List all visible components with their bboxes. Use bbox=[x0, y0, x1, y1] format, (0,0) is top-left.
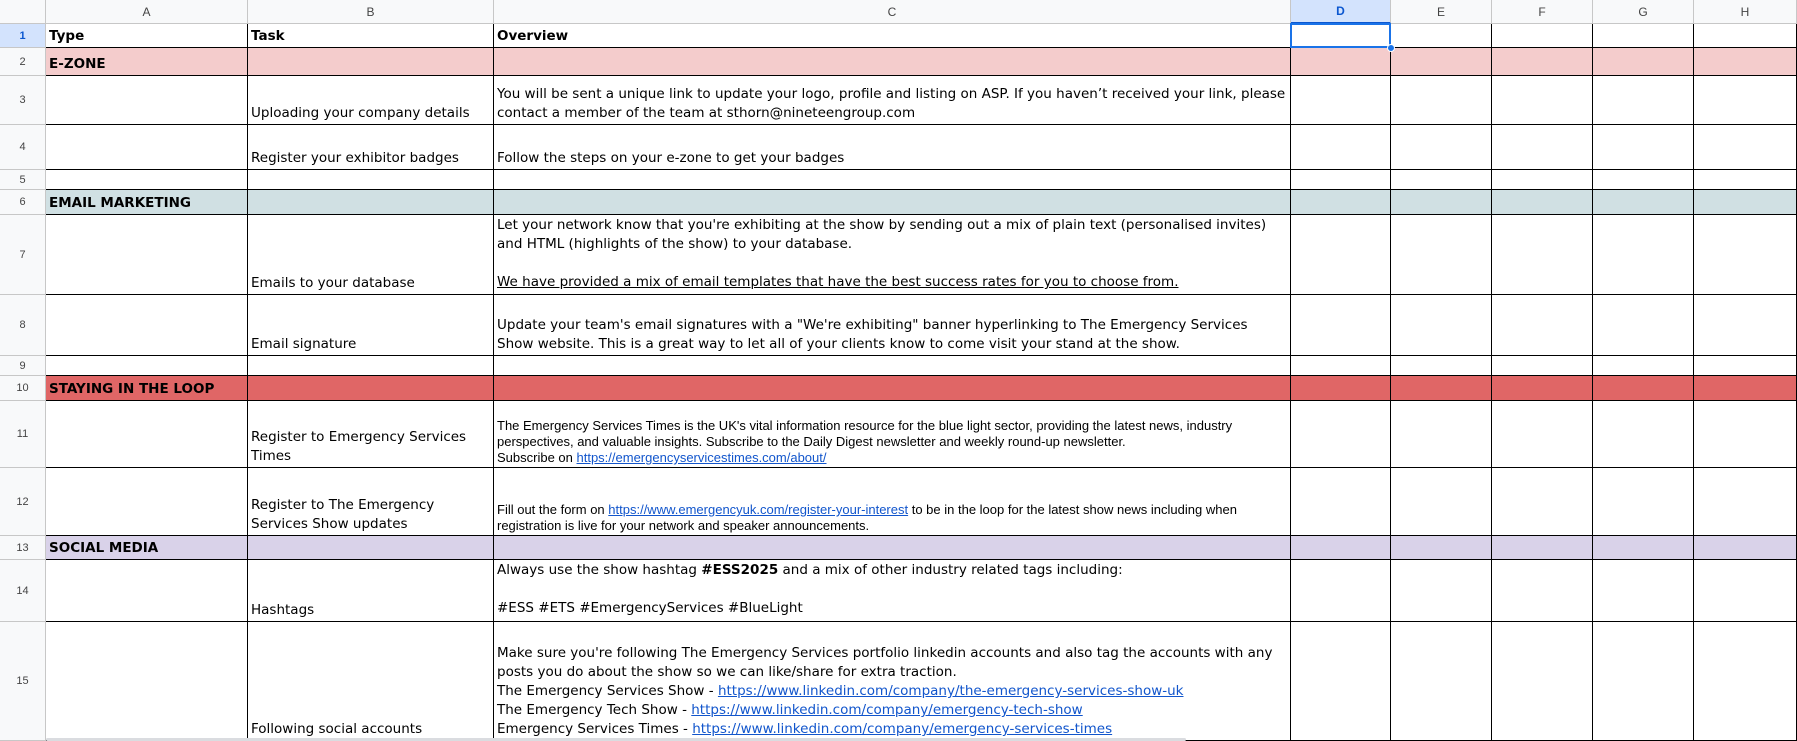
cell-H6[interactable] bbox=[1694, 190, 1797, 215]
task-header: Task bbox=[251, 28, 285, 44]
type-header: Type bbox=[49, 28, 85, 44]
cell-H7[interactable] bbox=[1694, 215, 1797, 295]
cell-A2[interactable] bbox=[46, 48, 248, 76]
cell-E5[interactable] bbox=[1391, 170, 1492, 190]
section-loop-title: STAYING IN THE LOOP bbox=[49, 381, 215, 397]
cell-F7[interactable] bbox=[1492, 215, 1593, 295]
column-header-c[interactable]: C bbox=[494, 0, 1291, 24]
cell-E10[interactable] bbox=[1391, 376, 1492, 401]
row-header-13[interactable]: 13 bbox=[0, 536, 46, 560]
cell-F4[interactable] bbox=[1492, 125, 1593, 170]
row-header-4[interactable]: 4 bbox=[0, 125, 46, 170]
overview-following-intro: Make sure you're following The Emergency Services portfolio linkedin accounts and also tag the accounts with any posts you do about the show so we can like/share for extra traction. bbox=[497, 645, 1277, 680]
cell-H15[interactable] bbox=[1694, 622, 1797, 741]
cell-H9[interactable] bbox=[1694, 356, 1797, 376]
row-header-7[interactable]: 7 bbox=[0, 215, 46, 295]
cell-C8[interactable] bbox=[494, 295, 1291, 356]
cell-F3[interactable] bbox=[1492, 76, 1593, 125]
show-updates-prefix: Fill out the form on bbox=[497, 502, 609, 517]
linkedin-label-0: The Emergency Services Show - bbox=[497, 683, 718, 699]
cell-D6[interactable] bbox=[1291, 190, 1391, 215]
section-email-title: EMAIL MARKETING bbox=[49, 195, 192, 211]
cell-D12[interactable] bbox=[1291, 468, 1391, 536]
cell-E1[interactable] bbox=[1391, 24, 1492, 48]
cell-F6[interactable] bbox=[1492, 190, 1593, 215]
cell-E4[interactable] bbox=[1391, 125, 1492, 170]
cell-H8[interactable] bbox=[1694, 295, 1797, 356]
cell-A3[interactable] bbox=[46, 76, 248, 125]
linkedin-label-1: The Emergency Tech Show - bbox=[497, 702, 692, 718]
cell-H3[interactable] bbox=[1694, 76, 1797, 125]
cell-E13[interactable] bbox=[1391, 536, 1492, 560]
cell-A13[interactable] bbox=[46, 536, 248, 560]
cell-F8[interactable] bbox=[1492, 295, 1593, 356]
cell-H1[interactable] bbox=[1694, 24, 1797, 48]
task-hashtags: Hashtags bbox=[251, 602, 315, 618]
cell-B4[interactable] bbox=[248, 125, 494, 170]
cell-B5[interactable] bbox=[248, 170, 494, 190]
section-ezone-title: E-ZONE bbox=[49, 56, 106, 72]
cell-D7[interactable] bbox=[1291, 215, 1391, 295]
cell-F1[interactable] bbox=[1492, 24, 1593, 48]
subscribe-prefix: Subscribe on bbox=[497, 450, 577, 465]
overview-upload-details: You will be sent a unique link to update your logo, profile and listing on ASP. If you haven’t received your link, please contact a member of the team at sthorn@nineteengroup.com bbox=[497, 86, 1290, 121]
cell-E6[interactable] bbox=[1391, 190, 1492, 215]
cell-B14[interactable] bbox=[248, 560, 494, 622]
overview-est-text: The Emergency Services Times is the UK's vital information resource for the blue light sector, providing the latest news, industry perspectives, and valuable insights. Subscribe to the Daily Digest newsletter and weekly round-up newsletter. bbox=[497, 418, 1236, 449]
cell-C9[interactable] bbox=[494, 356, 1291, 376]
cell-D5[interactable] bbox=[1291, 170, 1391, 190]
cell-C3[interactable] bbox=[494, 76, 1291, 125]
cell-B11[interactable] bbox=[248, 401, 494, 468]
cell-B9[interactable] bbox=[248, 356, 494, 376]
row-header-5[interactable]: 5 bbox=[0, 170, 46, 190]
cell-F9[interactable] bbox=[1492, 356, 1593, 376]
cell-G14[interactable] bbox=[1593, 560, 1694, 622]
cell-G13[interactable] bbox=[1593, 536, 1694, 560]
row-header-11[interactable]: 11 bbox=[0, 401, 46, 468]
cell-G11[interactable] bbox=[1593, 401, 1694, 468]
cell-F13[interactable] bbox=[1492, 536, 1593, 560]
overview-register-badges: Follow the steps on your e-zone to get your badges bbox=[497, 150, 845, 166]
cell-H5[interactable] bbox=[1694, 170, 1797, 190]
cell-E8[interactable] bbox=[1391, 295, 1492, 356]
row-header-10[interactable]: 10 bbox=[0, 376, 46, 401]
cell-D9[interactable] bbox=[1291, 356, 1391, 376]
show-updates-suffix: to be in the loop for the latest show news including when registration is live for your network and speaker announcements. bbox=[497, 502, 1241, 533]
overview-emails-gap bbox=[497, 254, 1287, 273]
row-header-12[interactable]: 12 bbox=[0, 468, 46, 536]
cell-D8[interactable] bbox=[1291, 295, 1391, 356]
cell-E15[interactable] bbox=[1391, 622, 1492, 741]
cell-C15[interactable] bbox=[494, 622, 1291, 741]
column-header-h[interactable]: H bbox=[1694, 0, 1797, 24]
cell-B13[interactable] bbox=[248, 536, 494, 560]
cell-D10[interactable] bbox=[1291, 376, 1391, 401]
overview-show-updates bbox=[497, 502, 1287, 534]
cell-H2[interactable] bbox=[1694, 48, 1797, 76]
cell-B8[interactable] bbox=[248, 295, 494, 356]
cell-A1[interactable] bbox=[46, 24, 248, 48]
cell-B12[interactable] bbox=[248, 468, 494, 536]
cell-A14[interactable] bbox=[46, 560, 248, 622]
cell-E3[interactable] bbox=[1391, 76, 1492, 125]
task-email-signature: Email signature bbox=[251, 336, 357, 352]
cell-B2[interactable] bbox=[248, 48, 494, 76]
cell-F2[interactable] bbox=[1492, 48, 1593, 76]
cell-D4[interactable] bbox=[1291, 125, 1391, 170]
task-upload-details: Uploading your company details bbox=[251, 105, 470, 121]
linkedin-line-1 bbox=[497, 701, 1287, 720]
overview-header: Overview bbox=[497, 28, 569, 44]
overview-hashtags-gap bbox=[497, 580, 1287, 599]
column-header-g[interactable]: G bbox=[1593, 0, 1694, 24]
overview-hashtags-line2: #ESS #ETS #EmergencyServices #BlueLight bbox=[497, 600, 803, 616]
cell-G5[interactable] bbox=[1593, 170, 1694, 190]
cell-D15[interactable] bbox=[1291, 622, 1391, 741]
hashtag-ess2025: #ESS2025 bbox=[701, 562, 779, 578]
hashtag-suffix: and a mix of other industry related tags including: bbox=[778, 562, 1123, 578]
cell-G1[interactable] bbox=[1593, 24, 1694, 48]
cell-A6[interactable] bbox=[46, 190, 248, 215]
cell-E11[interactable] bbox=[1391, 401, 1492, 468]
task-emails-database: Emails to your database bbox=[251, 275, 415, 291]
row-header-6[interactable]: 6 bbox=[0, 190, 46, 215]
hashtag-prefix: Always use the show hashtag bbox=[497, 562, 702, 578]
cell-A9[interactable] bbox=[46, 356, 248, 376]
column-header-e[interactable]: E bbox=[1391, 0, 1492, 24]
row-header-9[interactable]: 9 bbox=[0, 356, 46, 376]
cell-G6[interactable] bbox=[1593, 190, 1694, 215]
linkedin-link-1[interactable]: https://www.linkedin.com/company/emergency-tech-show bbox=[691, 702, 1083, 718]
cell-G7[interactable] bbox=[1593, 215, 1694, 295]
section-social-title: SOCIAL MEDIA bbox=[49, 540, 159, 556]
row-header-8[interactable]: 8 bbox=[0, 295, 46, 356]
cell-B3[interactable] bbox=[248, 76, 494, 125]
column-header-a[interactable]: A bbox=[46, 0, 248, 24]
cell-A7[interactable] bbox=[46, 215, 248, 295]
linkedin-line-2 bbox=[497, 720, 1287, 739]
linkedin-link-2[interactable]: https://www.linkedin.com/company/emergency-services-times bbox=[692, 721, 1113, 737]
task-register-est: Register to Emergency Services Times bbox=[251, 429, 471, 464]
cell-B10[interactable] bbox=[248, 376, 494, 401]
row-header-15[interactable]: 15 bbox=[0, 622, 46, 741]
overview-email-signature: Update your team's email signatures with a "We're exhibiting" banner hyperlinking to The Emergency Services Show website. This is a great way to let all of your clients know to come visit your stand at the show. bbox=[497, 317, 1252, 352]
linkedin-link-0[interactable]: https://www.linkedin.com/company/the-emergency-services-show-uk bbox=[717, 683, 1184, 699]
task-following-accounts: Following social accounts bbox=[251, 721, 423, 737]
cell-F10[interactable] bbox=[1492, 376, 1593, 401]
column-header-b[interactable]: B bbox=[248, 0, 494, 24]
cell-G4[interactable] bbox=[1593, 125, 1694, 170]
cell-G9[interactable] bbox=[1593, 356, 1694, 376]
est-about-link[interactable]: https://emergencyservicestimes.com/about/ bbox=[576, 450, 827, 465]
cell-H4[interactable] bbox=[1694, 125, 1797, 170]
cell-A8[interactable] bbox=[46, 295, 248, 356]
cell-G15[interactable] bbox=[1593, 622, 1694, 741]
row-header-14[interactable]: 14 bbox=[0, 560, 46, 622]
cell-C12[interactable] bbox=[494, 468, 1291, 536]
row-header-2[interactable]: 2 bbox=[0, 48, 46, 76]
cell-G2[interactable] bbox=[1593, 48, 1694, 76]
cell-C7[interactable] bbox=[494, 215, 1291, 295]
cell-A10[interactable] bbox=[46, 376, 248, 401]
cell-C13[interactable] bbox=[494, 536, 1291, 560]
cell-D13[interactable] bbox=[1291, 536, 1391, 560]
cell-C11[interactable] bbox=[494, 401, 1291, 468]
cell-C1[interactable] bbox=[494, 24, 1291, 48]
cell-D3[interactable] bbox=[1291, 76, 1391, 125]
cell-F11[interactable] bbox=[1492, 401, 1593, 468]
cell-H13[interactable] bbox=[1694, 536, 1797, 560]
cell-C6[interactable] bbox=[494, 190, 1291, 215]
cell-B1[interactable] bbox=[248, 24, 494, 48]
cell-E2[interactable] bbox=[1391, 48, 1492, 76]
cell-C5[interactable] bbox=[494, 170, 1291, 190]
task-register-show-updates: Register to The Emergency Services Show updates bbox=[251, 497, 439, 532]
cell-G12[interactable] bbox=[1593, 468, 1694, 536]
cell-G10[interactable] bbox=[1593, 376, 1694, 401]
selected-cell-outline bbox=[1290, 23, 1391, 48]
cell-F5[interactable] bbox=[1492, 170, 1593, 190]
cell-A4[interactable] bbox=[46, 125, 248, 170]
column-header-f[interactable]: F bbox=[1492, 0, 1593, 24]
cell-B6[interactable] bbox=[248, 190, 494, 215]
overview-est-subscribe bbox=[497, 450, 1287, 466]
cell-F12[interactable] bbox=[1492, 468, 1593, 536]
cell-C2[interactable] bbox=[494, 48, 1291, 76]
overview-emails-line1: Let your network know that you're exhibiting at the show by sending out a mix of plain text (personalised invites) and HTML (highlights of the show) to your database. bbox=[497, 217, 1271, 252]
register-interest-link[interactable]: https://www.emergencyuk.com/register-your-interest bbox=[608, 502, 909, 517]
overview-emails-templates-link[interactable]: We have provided a mix of email templates that have the best success rates for you to choose from. bbox=[497, 274, 1179, 290]
cell-H11[interactable] bbox=[1694, 401, 1797, 468]
cell-B15[interactable] bbox=[248, 622, 494, 741]
cell-C10[interactable] bbox=[494, 376, 1291, 401]
cell-B7[interactable] bbox=[248, 215, 494, 295]
cell-E14[interactable] bbox=[1391, 560, 1492, 622]
row-header-1[interactable]: 1 bbox=[0, 24, 46, 48]
fill-handle[interactable] bbox=[1387, 44, 1395, 52]
cell-A11[interactable] bbox=[46, 401, 248, 468]
cell-G8[interactable] bbox=[1593, 295, 1694, 356]
cell-D14[interactable] bbox=[1291, 560, 1391, 622]
cell-D2[interactable] bbox=[1291, 48, 1391, 76]
cell-E9[interactable] bbox=[1391, 356, 1492, 376]
task-register-badges: Register your exhibitor badges bbox=[251, 150, 459, 166]
cell-A5[interactable] bbox=[46, 170, 248, 190]
cell-C14[interactable] bbox=[494, 560, 1291, 622]
cell-E12[interactable] bbox=[1391, 468, 1492, 536]
linkedin-label-2: Emergency Services Times - bbox=[497, 721, 693, 737]
cell-G3[interactable] bbox=[1593, 76, 1694, 125]
cell-H10[interactable] bbox=[1694, 376, 1797, 401]
cell-F15[interactable] bbox=[1492, 622, 1593, 741]
row-header-3[interactable]: 3 bbox=[0, 76, 46, 125]
cell-D11[interactable] bbox=[1291, 401, 1391, 468]
column-header-d[interactable]: D bbox=[1291, 0, 1391, 24]
linkedin-line-0 bbox=[497, 682, 1287, 701]
cell-A15[interactable] bbox=[46, 622, 248, 741]
cell-C4[interactable] bbox=[494, 125, 1291, 170]
select-all-corner[interactable] bbox=[0, 0, 46, 24]
cell-A12[interactable] bbox=[46, 468, 248, 536]
cell-H14[interactable] bbox=[1694, 560, 1797, 622]
cell-F14[interactable] bbox=[1492, 560, 1593, 622]
cell-E7[interactable] bbox=[1391, 215, 1492, 295]
cell-H12[interactable] bbox=[1694, 468, 1797, 536]
overview-hashtags-line1 bbox=[497, 561, 1287, 580]
